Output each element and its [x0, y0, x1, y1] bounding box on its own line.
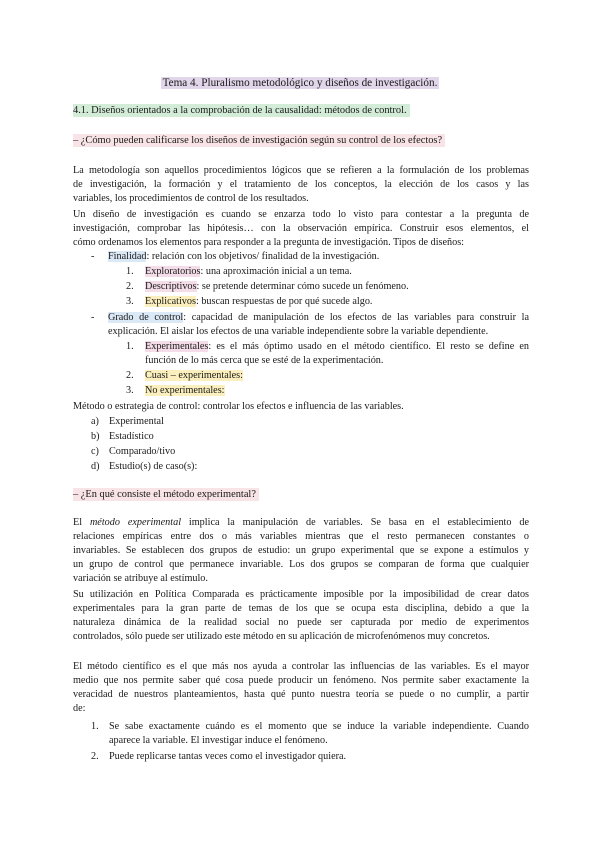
- question-heading: – ¿En qué consiste el método experimental?: [73, 488, 259, 501]
- list-item: Experimentales: es el más óptimo usado en el método científico. El resto se define en: [145, 341, 529, 352]
- paragraph-line: controlados, sólo puede ser utilizado este método en su aplicación de microfenómenos muy concretos.: [73, 631, 490, 642]
- list-letter: c): [91, 446, 99, 457]
- list-item: Exploratorios: una aproximación inicial a un tema.: [145, 266, 352, 277]
- list-number: 3.: [126, 385, 134, 396]
- list-number: 2.: [126, 281, 134, 292]
- paragraph-line: variables, los procedimientos de control de los resultados.: [73, 193, 309, 204]
- list-dash: -: [91, 251, 95, 262]
- paragraph-line: de:: [73, 703, 86, 714]
- paragraph-line: variación se atribuye al estímulo.: [73, 573, 208, 584]
- list-item: Estudio(s) de caso(s):: [109, 461, 198, 472]
- list-letter: b): [91, 431, 100, 442]
- paragraph-line: cómo ordenamos los elementos para responder a la pregunta de investigación. Tipos de diseños:: [73, 237, 464, 248]
- list-number: 3.: [126, 296, 134, 307]
- list-item: Explicativos: buscan respuestas de por qué sucede algo.: [145, 296, 373, 307]
- list-number: 1.: [126, 341, 134, 352]
- list-number: 1.: [91, 721, 99, 732]
- paragraph-line: investigación, comprobar las hipótesis… con la observación empírica. Construir esos elementos, el: [73, 223, 529, 234]
- list-item-grado: Grado de control: capacidad de manipulación de los efectos de las variables para construir la: [108, 312, 529, 323]
- section-heading: 4.1. Diseños orientados a la comprobación de la causalidad: métodos de control.: [73, 104, 410, 117]
- list-item: Experimental: [109, 416, 164, 427]
- list-item: Descriptivos: se pretende determinar cómo sucede un fenómeno.: [145, 281, 409, 292]
- list-letter: a): [91, 416, 99, 427]
- paragraph-line: veracidad de nuestros planteamientos, hasta qué punto nuestra teoría se puede o no cumplir, a partir: [73, 689, 529, 700]
- list-number: 2.: [91, 751, 99, 762]
- term-exploratorios: Exploratorios: [145, 266, 201, 277]
- paragraph-line: explicación. El aislar los efectos de una variable independiente sobre la variable dependiente.: [108, 326, 489, 337]
- paragraph-line: invariables. Se establecen dos grupos de estudio: un grupo experimental que se expone a estímulos y: [73, 545, 529, 556]
- paragraph-line: La metodología son aquellos procedimientos lógicos que se refieren a la formulación de los problemas: [73, 165, 529, 176]
- paragraph-line: de investigación, la formación y el tratamiento de los conceptos, la elección de los casos y las: [73, 179, 529, 190]
- list-letter: d): [91, 461, 100, 472]
- term-explicativos: Explicativos: [145, 296, 196, 307]
- term-experimentales: Experimentales: [145, 341, 209, 352]
- paragraph-line: Método o estrategia de control: controlar los efectos e influencia de las variables.: [73, 401, 404, 412]
- term-grado-de-control: Grado de control: [108, 312, 184, 323]
- paragraph-line: aparece la variable. El investigar induce el fenómeno.: [109, 735, 328, 746]
- paragraph-line: Un diseño de investigación es cuando se enzarza todo lo visto para contestar a la pregunta de: [73, 209, 529, 220]
- paragraph-line: relaciones empíricas entre dos o más variables mientras que el resto permanecen constantes o: [73, 531, 529, 542]
- term-cuasi-experimentales: Cuasi – experimentales: [145, 370, 241, 381]
- list-item-finalidad: Finalidad: relación con los objetivos/ finalidad de la investigación.: [108, 251, 380, 262]
- list-number: 1.: [126, 266, 134, 277]
- question-heading: – ¿Cómo pueden calificarse los diseños de investigación según su control de los efectos?: [73, 134, 445, 147]
- list-item: Comparado/tivo: [109, 446, 176, 457]
- paragraph-line: medio que nos permite saber qué cosa puede producir un fenómeno. Nos permite saber exactamente la: [73, 675, 529, 686]
- list-item: Se sabe exactamente cuándo es el momento que se induce la variable independiente. Cuando: [109, 721, 529, 732]
- paragraph-line: Su utilización en Política Comparada es prácticamente imposible por la imposibilidad de crear datos: [73, 589, 529, 600]
- paragraph-line: El método experimental implica la manipulación de variables. Se basa en el establecimiento de: [73, 517, 529, 528]
- paragraph-line: naturaleza dinámica de la realidad social no puede ser capturada por medio de experimentos: [73, 617, 529, 628]
- term-no-experimentales: No experimentales: [145, 385, 222, 396]
- list-number: 2.: [126, 370, 134, 381]
- paragraph-line: experimentales para la gran parte de temas de los que se ocupa esta disciplina, debido a que la: [73, 603, 529, 614]
- term-descriptivos: Descriptivos: [145, 281, 197, 292]
- term-finalidad: Finalidad: [108, 251, 147, 262]
- list-item: Puede replicarse tantas veces como el investigador quiera.: [109, 751, 347, 762]
- list-item: Estadístico: [109, 431, 154, 442]
- paragraph-line: función de lo más cerca que se esté de la experimentación.: [145, 355, 384, 366]
- paragraph-line: un grupo de control que permanece invariable. Los dos grupos se comparan de forma que cualquier: [73, 559, 529, 570]
- list-item: No experimentales:: [145, 385, 225, 396]
- list-dash: -: [91, 312, 95, 323]
- paragraph-line: El método científico es el que más nos ayuda a controlar las influencias de las variables. Es el mayor: [73, 661, 529, 672]
- page-title: Tema 4. Pluralismo metodológico y diseños de investigación.: [162, 77, 438, 89]
- list-item: Cuasi – experimentales:: [145, 370, 243, 381]
